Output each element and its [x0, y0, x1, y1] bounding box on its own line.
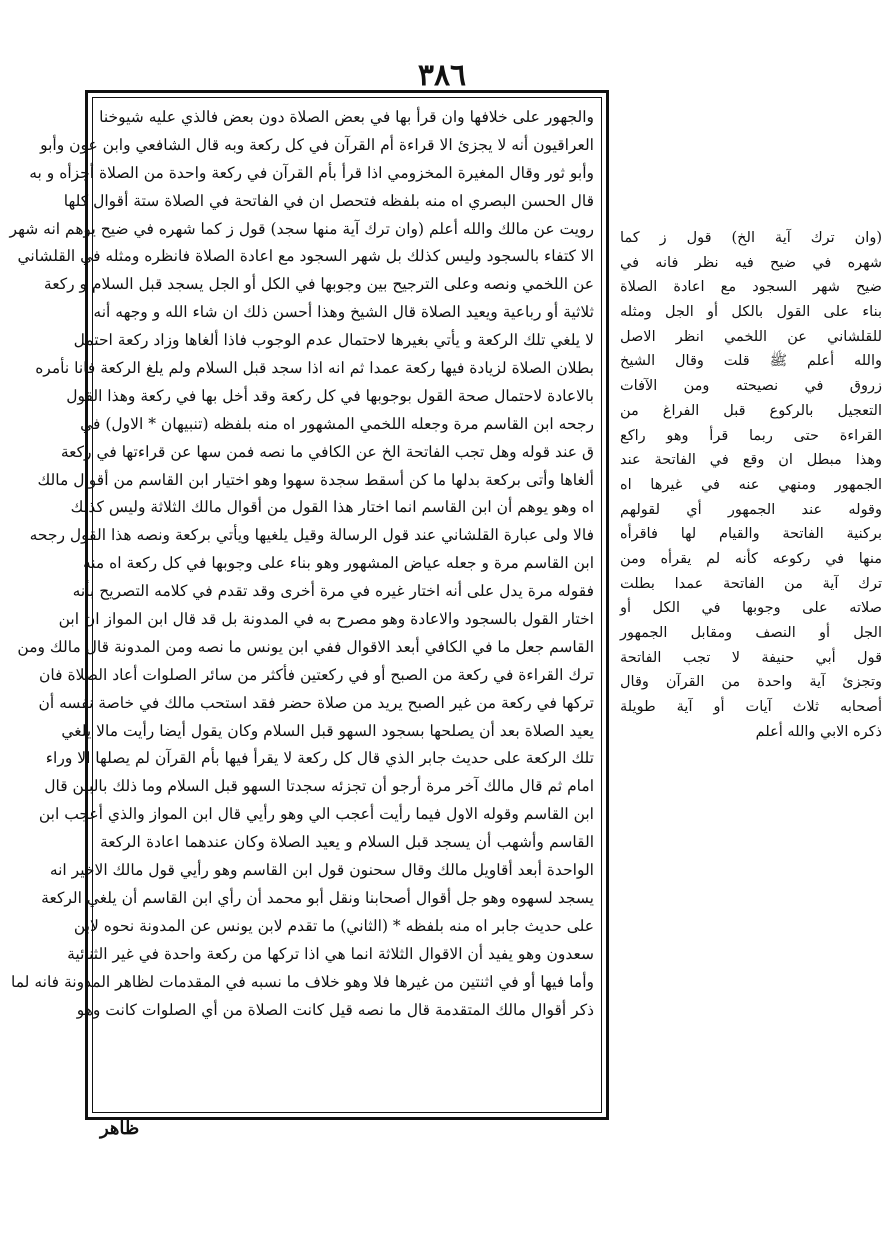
margin-gloss-line: بناء على القول بالكل أو الجل ومثله [620, 304, 882, 321]
margin-gloss-line: الجمهور ومنهي عنه في غيرها اه [620, 476, 882, 493]
main-text-line: العراقيون أنه لا يجزئ الا قراءة أم القرآن في كل ركعة وبه قال الشافعي وابن عون وأبو [40, 135, 594, 154]
catchword: ظاهر [100, 1118, 140, 1139]
main-text-line: الواحدة أبعد أقاويل مالك وقال سحنون قول ابن القاسم وهو رأيي قول مالك الاخير انه [49, 861, 594, 880]
main-text-line: عن اللخمي ونصه وعلى الترجيح بين وجوبها في الكل أو الجل يسجد قبل السلام و ركعة [43, 275, 594, 294]
main-text-line: والجهور على خلافها وان قرأ بها في بعض الصلاة دون بعض فالذي عليه شيوخنا [99, 108, 594, 126]
main-text-line: ابن القاسم وقوله الاول فيما رأيت أعجب الي وهو رأيي قال ابن المواز والذي أعجب ابن [38, 805, 594, 824]
main-text-line: لا يلغي تلك الركعة و يأتي بغيرها لاحتمال عدم الوجوب فاذا ألغاها وزاد ركعة احتمل [73, 331, 594, 350]
margin-gloss-line: ضيح شهر السجود مع اعادة الصلاة [620, 279, 882, 296]
main-text-line: ترك القراءة في ركعة من الصبح أو في ركعتين فأكثر من سائر الصلوات أعاد الصلاة فان [39, 665, 594, 684]
page-number: ٣٨٦ [417, 58, 467, 93]
main-text-line: رجحه ابن القاسم مرة وجعله اللخمي المشهور اه منه بلفظه (تنبيهان * الاول) في [80, 414, 594, 433]
main-text-line: يعيد الصلاة بعد أن يصلحها بسجود السهو قبل السلام وكان يقول أيضا رأيت مالا يلغي [61, 721, 594, 740]
main-text-line: ابن القاسم مرة و جعله عياض المشهور وهو بناء على وجوبها في كل ركعة اه منه [82, 554, 594, 573]
main-text-line: قال الحسن البصري اه منه بلفظه فتحصل ان في الفاتحة في الصلاة ستة أقوال كلها [63, 191, 594, 210]
main-text-line: اختار القول بالسجود والاعادة وهو مصرح به في المدونة بل قد قال ابن المواز ان ابن [58, 610, 594, 629]
main-text-line: ق عند قوله وهل تجب الفاتحة الخ عن الكافي ما نصه فمن سها عن قراءتها في ركعة [60, 442, 594, 461]
margin-gloss-line: الجل أو النصف ومقابل الجمهور [620, 625, 882, 641]
main-text-line: تلك الركعة على حديث جابر الذي قال كل ركعة لا يقرأ فيها بأم القرآن لم يصلها الا وراء [45, 749, 594, 768]
margin-gloss-line: وهذا مبطل ان وقع في الفاتحة عند [620, 452, 882, 469]
main-text-line: على حديث جابر اه منه بلفظه * (الثاني) ما تقدم لابن يونس عن المدونة نحوه لابن [73, 916, 594, 935]
margin-gloss-line: بركنية الفاتحة والقيام لها فاقرأه [620, 526, 882, 543]
margin-gloss-line: منها في ركوعه كأنه لم يقرأه ومن [620, 550, 882, 567]
main-text-line: فالا ولى عبارة القلشاني عند قول الرسالة وقيل يلغيها ويأتي بركعة ونصه هذا القول رجحه [29, 526, 594, 545]
main-text-line: بالاعادة لاحتمال صحة القول بوجوبها في كل ركعة وقد أخل بها في ركعة وهذا القول [66, 386, 594, 405]
main-text-line: سعدون وهو يفيد أن الاقوال الثلاثة انما هي اذا تركها من ركعة واحدة في غير الثنائية [67, 944, 594, 963]
main-text-line: الا كتفاء بالسجود وليس كذلك بل شهر السجود مع اعادة الصلاة فانظره ومثله في القلشاني [17, 247, 594, 266]
main-text-line: امام ثم قال مالك آخر مرة أرجو أن تجزئه سجدتا السهو قبل السلام وما ذلك بالبين قال [44, 777, 594, 796]
main-text-line: القاسم جعل ما في الكافي أبعد الاقوال ففي ابن يونس ما نصه ومن المدونة قال مالك ومن [17, 637, 594, 656]
margin-gloss-line: التعجيل بالركوع قبل الفراغ من [620, 402, 882, 419]
main-text-line: يسجد لسهوه وهو جل أقوال أصحابنا ونقل أبو محمد أن رأي ابن القاسم أن يلغي الركعة [41, 888, 594, 907]
margin-gloss-line: ذكره الابي والله أعلم [755, 723, 882, 740]
main-text-line: بطلان الصلاة لزيادة فيها ركعة عمدا ثم انه اذا سجد قبل السلام ولم يلغ الركعة فانا نأمره [35, 359, 594, 378]
margin-gloss-line: زروق في نصيحته ومن الآفات [620, 378, 882, 395]
main-text-line: اه وهو يوهم أن ابن القاسم انما اختار هذا القول من أقوال مالك الثلاثة وليس كذلك [70, 498, 594, 517]
margin-gloss-line: قول أبي حنيفة لا تجب الفاتحة [620, 649, 882, 666]
main-text-line: رويت عن مالك والله أعلم (وان ترك آية منها سجد) قول ز كما شهره في ضيح يوهم انه شهر [9, 219, 594, 238]
margin-gloss-line: وتجزئ آية واحدة من القرآن وقال [620, 674, 882, 691]
main-text-block [9, 104, 594, 1110]
margin-gloss-block [620, 226, 882, 886]
main-text-line: وأبو ثور وقال المغيرة المخزومي اذا قرأ بأم القرآن في ركعة واحدة من الصلاة أجزأه و به [29, 163, 594, 182]
margin-gloss-line: شهره في ضيح فيه نظر فانه في [620, 254, 882, 271]
main-text-line: القاسم وأشهب أن يسجد قبل السلام و يعيد الصلاة وكان عندهما اعادة الركعة [100, 833, 594, 852]
margin-gloss-line: أصحابه ثلاث آيات أو آية طويلة [620, 699, 882, 716]
main-text-line: فقوله مرة يدل على أنه اختار غيره في مرة أخرى وقد تقدم في كلامه التصريح بأنه [72, 582, 594, 601]
margin-gloss-line: القراءة حتى ربما قرأ وهو راكع [620, 427, 882, 444]
main-text-line: ثلاثية أو رباعية ويعيد الصلاة قال الشيخ وهذا أحسن ذلك ان شاء الله و وجهه أنه [93, 303, 594, 322]
main-text-line: ذكر أقوال مالك المتقدمة قال ما نصه قيل كانت الصلاة من أي الصلوات كانت وهو [76, 1000, 594, 1019]
main-text-line: وأما فيها أو في اثنتين من غيرها فلا وهو خلاف ما نسبه في المقدمات لظاهر المدونة فانه لما [10, 972, 594, 991]
margin-gloss-line: وقوله عند الجمهور أي لقولهم [620, 501, 882, 518]
main-text-line: تركها في ركعة من غير الصبح يريد من صلاة حضر فقد استحب مالك في خاصة نفسه أن [38, 693, 594, 712]
main-text-line: ألغاها وأتى بركعة بدلها ما كن أسقط سجدة سهوا وهو اختيار ابن القاسم من أقوال مالك [37, 470, 594, 489]
margin-gloss-line: صلاته على وجوبها في الكل أو [620, 600, 882, 617]
margin-gloss-line: والله أعلم ﷺ قلت وقال الشيخ [620, 353, 882, 370]
margin-gloss-line: ترك آية من الفاتحة عمدا بطلت [620, 575, 882, 592]
margin-gloss-line: للقلشاني عن اللخمي انظر الاصل [620, 328, 882, 345]
margin-gloss-line: (وان ترك آية الخ) قول ز كما [620, 230, 882, 246]
